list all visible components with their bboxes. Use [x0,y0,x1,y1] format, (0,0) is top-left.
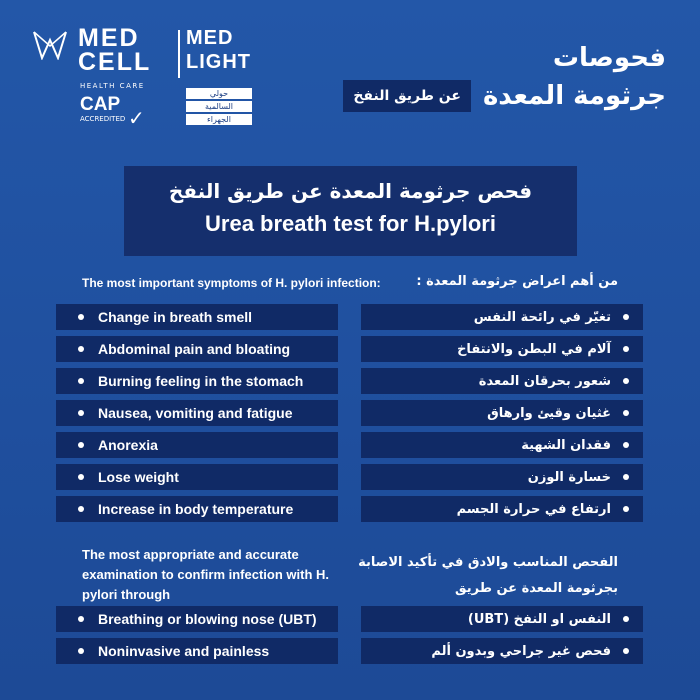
bullet-icon [623,506,629,512]
list-item [56,368,338,394]
list-item-label: Change in breath smell [98,309,253,325]
checkmark-icon: ✓ [128,106,145,130]
list-item-label: فقدان الشهية [521,437,611,453]
bullet-icon [623,378,629,384]
bullet-icon [78,378,84,384]
symptoms-heading-ar: من أهم اعراض جرثومة المعدة : [416,274,618,289]
headline-row2 [343,78,666,114]
branch-label: حولي [186,88,252,99]
headline-line2: جرثومة المعدة [482,81,666,111]
exam-heading-en: The most appropriate and accurate examination to confirm infection with H. pylori through [82,547,330,602]
bullet-icon [623,410,629,416]
headline-line1: فحوصات [552,43,666,73]
headline-tag: عن طريق النفخ [343,80,471,112]
list-item-label: Noninvasive and painless [98,643,270,659]
logo-divider [178,30,180,78]
bullet-icon [78,410,84,416]
list-item-label: Increase in body temperature [98,501,294,517]
bullet-icon [78,616,84,622]
bullet-icon [623,648,629,654]
list-item-label: ارتفاع في حرارة الجسم [456,501,611,517]
bullet-icon [78,506,84,512]
logo-health-care: HEALTH CARE [80,82,145,90]
logo-medcell-text: MED CELL [78,24,152,76]
list-item-label: غثيان وقيئ وارهاق [487,405,611,421]
list-item [56,638,338,664]
list-item-label: شعور بحرقان المعدة [478,373,611,389]
bullet-icon [78,442,84,448]
branch-list [186,88,252,127]
list-item [361,496,643,522]
list-item [361,464,643,490]
list-item [56,336,338,362]
bullet-icon [78,314,84,320]
list-item [56,400,338,426]
list-item [361,432,643,458]
exam-heading-ar [348,550,618,602]
list-item [361,400,643,426]
bullet-icon [78,648,84,654]
list-item-label: النفس او النفخ (UBT) [467,611,611,627]
list-item [361,336,643,362]
list-item-label: Nausea, vomiting and fatigue [98,405,293,421]
medcell-logo-icon [32,30,68,60]
headline [343,40,666,114]
list-item [56,496,338,522]
cap-accredited-text: ACCREDITED [80,115,126,123]
list-item [56,304,338,330]
list-item [56,606,338,632]
list-item [361,606,643,632]
list-item-label: آلام في البطن والانتفاخ [457,341,611,357]
list-item [56,432,338,458]
list-item-label: Abdominal pain and bloating [98,341,291,357]
bullet-icon [78,474,84,480]
list-item [361,368,643,394]
list-item-label: Burning feeling in the stomach [98,373,304,389]
list-item [361,638,643,664]
symptoms-heading-en: The most important symptoms of H. pylori infection: [82,276,381,290]
brand-logo [32,24,251,136]
exam-heading-ar-line1: الفحص المناسب والادق في تأكيد الاصابة [358,555,618,570]
title-arabic: فحص جرثومة المعدة عن طريق النفخ [168,179,533,203]
list-item-label: Anorexia [98,437,158,453]
list-item-label: Lose weight [98,469,179,485]
title-box [124,166,577,256]
bullet-icon [623,474,629,480]
exam-heading-ar-line2: بجرثومة المعدة عن طريق [455,581,618,596]
list-item [56,464,338,490]
bullet-icon [623,314,629,320]
bullet-icon [623,346,629,352]
list-item-label: تغيّر في رائحة النفس [473,309,611,325]
list-item-label: خسارة الوزن [527,469,611,485]
branch-label: الجهراء [186,114,252,125]
bullet-icon [78,346,84,352]
title-english: Urea breath test for H.pylori [205,211,496,236]
bullet-icon [623,442,629,448]
list-item [361,304,643,330]
list-item-label: Breathing or blowing nose (UBT) [98,611,317,627]
branch-label: السالمية [186,101,252,112]
logo-medlight-text: MED LIGHT [186,27,251,73]
bullet-icon [623,616,629,622]
cap-logo-text: CAP [80,94,121,115]
list-item-label: فحص غير جراحي وبدون ألم [431,643,611,659]
